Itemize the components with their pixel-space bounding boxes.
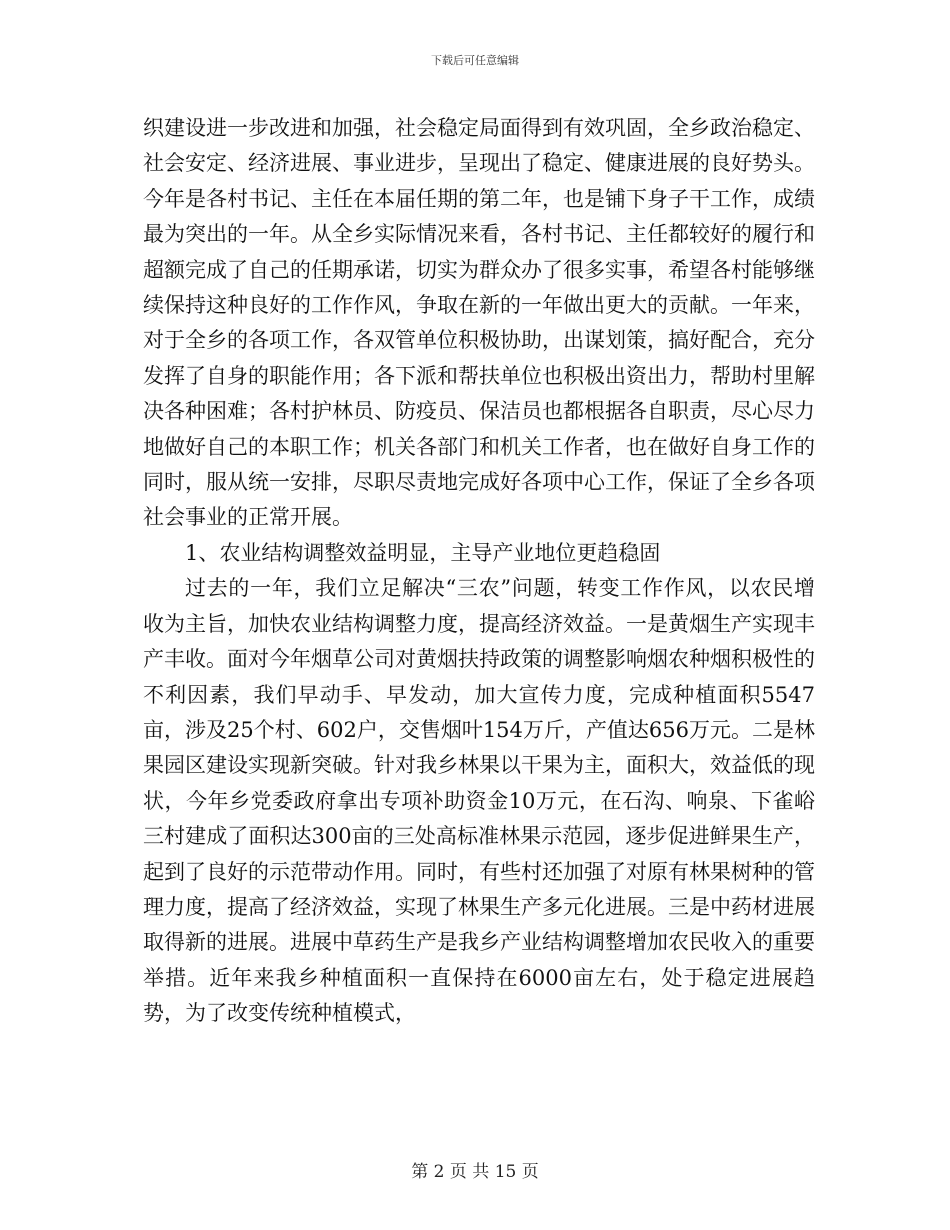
section-heading: 1、农业结构调整效益明显，主导产业地位更趋稳固 [185, 540, 661, 565]
document-body [143, 111, 815, 1032]
page-footer: 第 2 页 共 15 页 [411, 1162, 539, 1182]
paragraph-agriculture: 过去的一年，我们立足解决“三农”问题，转变工作作风，以农民增收为主旨，加快农业结构调整力度，提高经济效益。一是黄烟生产实现丰产丰收。面对今年烟草公司对黄烟扶持政策的调整影响烟农种烟积极性的不利因素，我们早动手、早发动，加大宣传力度，完成种植面积5547亩，涉及25个村、602户，交售烟叶154万斤，产值达656万元。二是林果园区建设实现新突破。针对我乡林果以干果为主，面积大，效益低的现状，今年乡党委政府拿出专项补助资金10万元，在石沟、响泉、下雀峪三村建成了面积达300亩的三处高标准林果示范园，逐步促进鲜果生产，起到了良好的示范带动作用。同时，有些村还加强了对原有林果树种的管理力度，提高了经济效益，实现了林果生产多元化进展。三是中药材进展取得新的进展。进展中草药生产是我乡产业结构调整增加农民收入的重要举措。近年来我乡种植面积一直保持在6000亩左右，处于稳定进展趋势，为了改变传统种植模式， [143, 576, 815, 1026]
page-header: 下载后可任意编辑 [431, 54, 519, 67]
paragraph-continuation: 织建设进一步改进和加强，社会稳定局面得到有效巩固，全乡政治稳定、社会安定、经济进展、事业进步，呈现出了稳定、健康进展的良好势头。今年是各村书记、主任在本届任期的第二年，也是铺下身子干工作，成绩最为突出的一年。从全乡实际情况来看，各村书记、主任都较好的履行和超额完成了自己的任期承诺，切实为群众办了很多实事，希望各村能够继续保持这种良好的工作作风，争取在新的一年做出更大的贡献。一年来，对于全乡的各项工作，各双管单位积极协助，出谋划策，搞好配合，充分发挥了自身的职能作用；各下派和帮扶单位也积极出资出力，帮助村里解决各种困难；各村护林员、防疫员、保洁员也都根据各自职责，尽心尽力地做好自己的本职工作；机关各部门和机关工作者，也在做好自身工作的同时，服从统一安排，尽职尽责地完成好各项中心工作，保证了全乡各项社会事业的正常开展。 [143, 116, 815, 530]
